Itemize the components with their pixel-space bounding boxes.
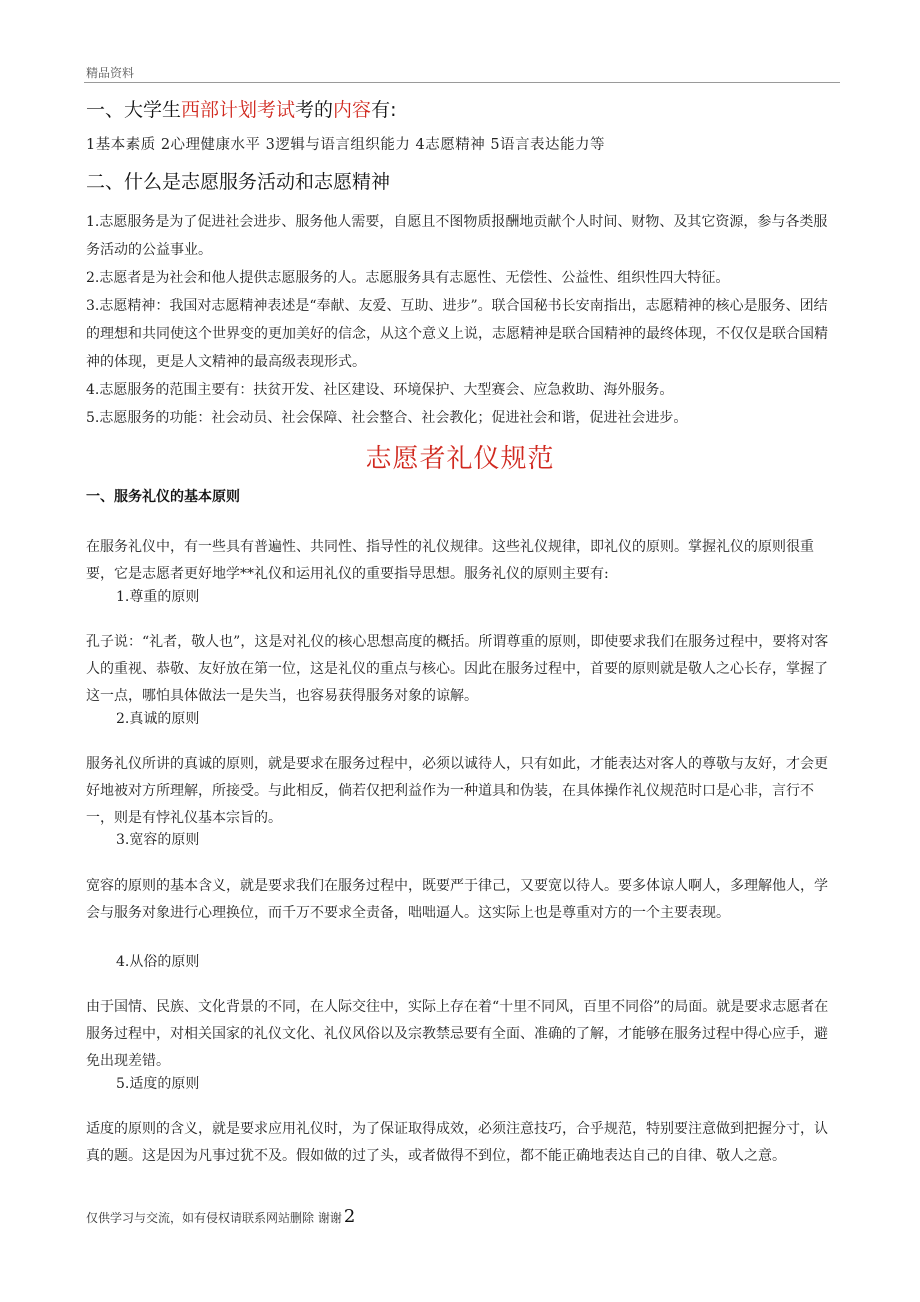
- etiquette-title: 志愿者礼仪规范: [365, 444, 555, 474]
- principle-text: 适度的原则的含义，就是要求应用礼仪时，为了保证取得成效，必须注意技巧，合乎规范，特别要注意做到把握分寸，认真的题。这是因为凡事过犹不及。假如做的过了头，或者做得不到位，都不能正确地表达自己的自律、敬人之意。: [86, 1121, 828, 1164]
- principle-text: 孔子说：“礼者，敬人也”，这是对礼仪的核心思想高度的概括。所谓尊重的原则，即使要求我们在服务过程中，要将对客人的重视、恭敬、友好放在第一位，这是礼仪的重点与核心。因此在服务过程中，首要的原则就是敬人之心长存，掌握了这一点，哪怕具体做法一是失当，也容易获得服务对象的谅解。: [86, 634, 829, 704]
- etiquette-subheading: 一、服务礼仪的基本原则: [86, 489, 240, 505]
- header-label: 精品资料: [86, 66, 135, 80]
- principle-text: 宽容的原则的基本含义，就是要求我们在服务过程中，既要严于律己，又要宽以待人。要多体谅人啊人，多理解他人，学会与服务对象进行心理换位，而千万不要求全责备，咄咄逼人。这实际上也是尊重对方的一个主要表现。: [86, 878, 828, 921]
- definition-item: 3.志愿精神：我国对志愿精神表述是“奉献、友爱、互助、进步”。联合国秘书长安南指出，志愿精神的核心是服务、团结的理想和共同使这个世界变的更加美好的信念，从这个意义上说，志愿精神是联合国精神的最终体现，不仅仅是联合国精神的体现，更是人文精神的最高级表现形式。: [86, 298, 828, 370]
- page-footer: [86, 1206, 355, 1227]
- definition-item: 4.志愿服务的范围主要有：扶贫开发、社区建设、环境保护、大型赛会、应急救助、海外服务。: [86, 382, 674, 398]
- definition-item: 1.志愿服务是为了促进社会进步、服务他人需要，自愿且不图物质报酬地贡献个人时间、财物、及其它资源，参与各类服务活动的公益事业。: [86, 214, 828, 258]
- principle-text: 由于国情、民族、文化背景的不同，在人际交往中，实际上存在着“十里不同风，百里不同俗”的局面。就是要求志愿者在服务过程中，对相关国家的礼仪文化、礼仪风俗以及宗教禁忌要有全面、准确的了解，才能够在服务过程中得心应手，避免出现差错。: [86, 999, 829, 1069]
- definition-item: 5.志愿服务的功能：社会动员、社会保障、社会整合、社会教化；促进社会和谐，促进社会进步。: [86, 410, 688, 426]
- section2-title: 二、什么是志愿服务活动和志愿精神: [86, 171, 391, 193]
- title-highlight-exam: 西部计划考试: [181, 99, 296, 121]
- principle-heading: 3.宽容的原则: [116, 832, 200, 848]
- header-divider: [84, 82, 840, 83]
- exam-topics: 1基本素质 2心理健康水平 3逻辑与语言组织能力 4志愿精神 5语言表达能力等: [86, 137, 606, 153]
- page-number: 2: [343, 1206, 356, 1227]
- principle-heading: 1.尊重的原则: [116, 589, 200, 605]
- section1-title: [86, 95, 396, 122]
- footer-text: 仅供学习与交流，如有侵权请联系网站删除 谢谢: [86, 1211, 342, 1225]
- title-highlight-content: 内容: [333, 99, 372, 121]
- volunteer-definitions: [86, 208, 838, 432]
- principle-heading: 5.适度的原则: [116, 1076, 200, 1092]
- title-mid: 考的: [295, 99, 334, 121]
- principle-heading: 4.从俗的原则: [116, 954, 200, 970]
- title-suffix: 有:: [371, 99, 397, 121]
- etiquette-intro: 在服务礼仪中，有一些具有普遍性、共同性、指导性的礼仪规律。这些礼仪规律，即礼仪的原则。掌握礼仪的原则很重要，它是志愿者更好地学**礼仪和运用礼仪的重要指导思想。服务礼仪的原则主要有:: [86, 539, 814, 582]
- principle-text: 服务礼仪所讲的真诚的原则，就是要求在服务过程中，必须以诚待人，只有如此，才能表达对客人的尊敬与友好，才会更好地被对方所理解，所接受。与此相反，倘若仅把利益作为一种道具和伪装，在具体操作礼仪规范时口是心非，言行不一，则是有悖礼仪基本宗旨的。: [86, 756, 828, 826]
- title-prefix: 一、大学生: [86, 99, 182, 121]
- principle-heading: 2.真诚的原则: [116, 711, 200, 727]
- definition-item: 2.志愿者是为社会和他人提供志愿服务的人。志愿服务具有志愿性、无偿性、公益性、组织性四大特征。: [86, 270, 730, 286]
